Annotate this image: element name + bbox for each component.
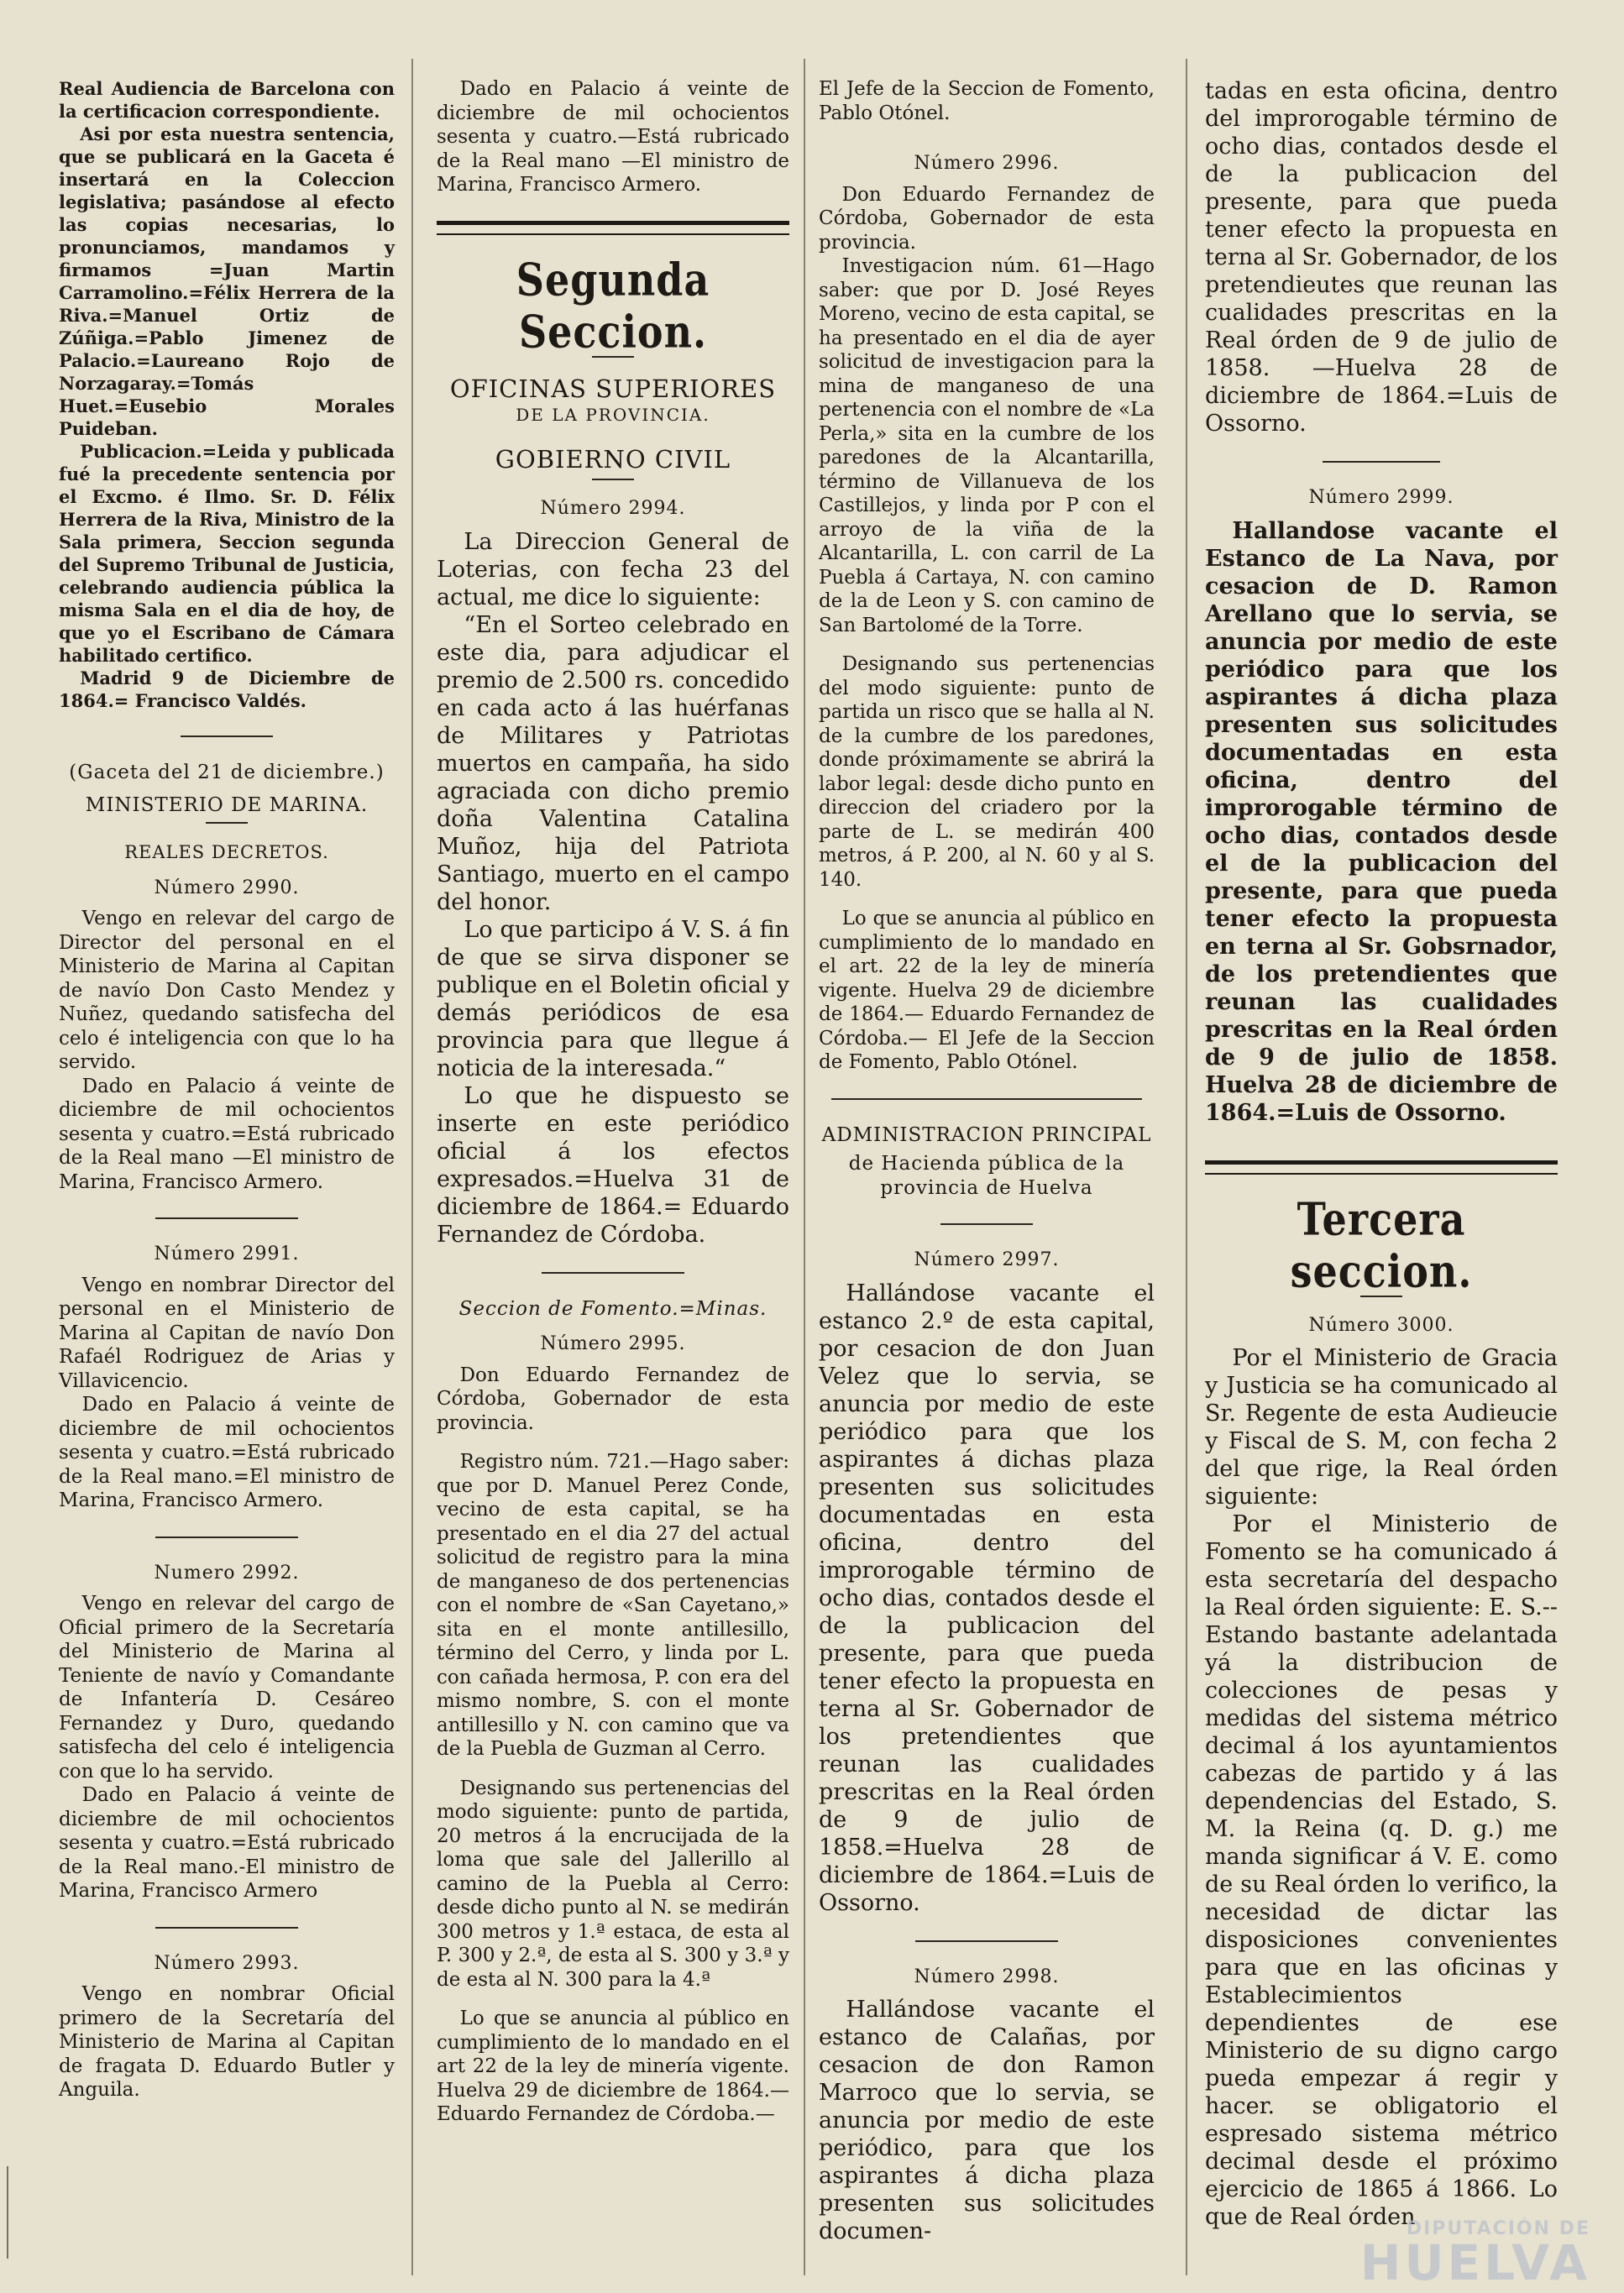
notice-text: Por el Ministerio de Gracia y Justicia se ha comunicado al Sr. Regente de esta Audieucie y Fiscal de S. M, con fecha 2 del que rige, la Real órden siguiente: <box>1205 1345 1558 1510</box>
notice-text: Lo que participo á V. S. á fin de que se sirva disponer se publique en el Boletin oficial y demás periódicos de esa provincia para que llegue á noticia de la interesada.“ <box>437 916 789 1081</box>
notice-text: Hallandose vacante el Estanco de La Nava, por cesacion de D. Ramon Arellano que lo servia, se anuncia por medio de este periódico para que los aspirantes á dicha plaza presenten sus solicitudes documentadas en esta oficina, dentro del improrogable término de ocho dias, contados desde el de la publicacion del presente, para que pueda tener efecto la propuesta en terna al Sr. Gobsrnador, de los pretendientes que reunan las cualidades prescritas en la Real órden de 9 de julio de 1858. Huelva 28 de diciembre de 1864.=Luis de Ossorno. <box>1205 517 1558 1126</box>
intro-text: Real Audiencia de Barcelona con la certificacion correspondiente. <box>59 78 395 122</box>
notice-text: Lo que se anuncia al público en cumplimiento de lo mandado en el art 22 de la ley de minería vigente. Huelva 29 de diciembre de 1864.— Eduardo Fernandez de Córdoba.— <box>437 2008 789 2125</box>
divider <box>831 1098 1142 1100</box>
item-number: Número 2997. <box>914 1249 1060 1270</box>
decree-text: Vengo en nombrar Director del personal en el Ministerio de Marina al Capitan de navío Don Rafaél Rodriguez de Arias y Villavicencio. <box>59 1274 395 1392</box>
divider <box>206 822 248 824</box>
administration-heading: ADMINISTRACION PRINCIPAL <box>821 1123 1152 1146</box>
decree-signature: Dado en Palacio á veinte de diciembre de mil ochocientos sesenta y cuatro.—Está rubricado de la Real mano —El ministro de Marina, Francisco Armero. <box>437 78 789 196</box>
item-number: Número 2990. <box>154 877 300 898</box>
archive-watermark <box>1359 2218 1590 2291</box>
administration-subheading: de Hacienda pública de la provincia de Huelva <box>848 1153 1125 1199</box>
notice-text: Hallándose vacante el estanco 2.º de esta capital, por cesacion de don Juan Velez que lo servia, se anuncia por medio de este periódico para que los aspirantes á dichas plaza presenten sus solicitudes documentadas en esta oficina, dentro del improrogable término de ocho dias, contados desde el de la publicacion del presente, para que pueda tener efecto la propuesta en terna al Sr. Gobernador de los pretendientes que reunan las cualidades prescritas en la Real órden de 9 de julio de 1858.=Huelva 28 de diciembre de 1864.=Luis de Ossorno. <box>819 1280 1155 1916</box>
decree-text: Vengo en nombrar Oficial primero de la Secretaría del Ministerio de Marina al Capitan de fragata D. Eduardo Butler y Anguila. <box>59 1983 395 2101</box>
column-2 <box>437 77 789 2127</box>
divider <box>542 1272 684 1274</box>
notice-text: Designando sus pertenencias del modo siguiente: punto de partida, 20 metros á la encrucijada de la loma que sale del Jallerillo al camino de la Puebla al Cerro: desde dicho punto al N. se medirán 300 metros y 1.ª estaca, de esta al P. 300 y 2.ª, de esta al S. 300 y 3.ª y de esta al N. 300 para la 4.ª <box>437 1777 789 1991</box>
notice-text: Investigacion núm. 61—Hago saber: que por D. José Reyes Moreno, vecino de esta capital, se ha presentado en el dia de ayer solicitud de investigacion para la mina de manganeso de una pertenencia con el nombre de «La Perla,» sita en la cumbre de los paredones de la Alcantarilla, término de Villanueva de los Castillejos, y linda por P con el arroyo de la viña de la Alcantarilla, L. con carril de La Puebla á Cartaya, N. con camino de la de Leon y S. con camino de San Bartolomé de la Torre. <box>819 255 1155 636</box>
notice-text: La Direccion General de Loterias, con fecha 23 del actual, me dice lo siguiente: <box>437 528 789 610</box>
notice-text: Designando sus pertenencias del modo siguiente: punto de partida un risco que se halla al N. de la cumbre de los paredones, donde próximamente se abrirá la labor legal: desde dicho punto en direccion del criadero por la parte de L. se medirán 400 metros, á P. 200, al N. 60 y al S. 140. <box>819 653 1155 891</box>
signature-text: Madrid 9 de Diciembre de 1864.= Francisco Valdés. <box>59 667 395 711</box>
section-divider <box>1205 1173 1558 1175</box>
divider <box>592 479 634 480</box>
fomento-heading: Seccion de Fomento.=Minas. <box>458 1297 767 1320</box>
item-number: Número 2991. <box>154 1243 300 1264</box>
divider <box>155 1537 298 1538</box>
civil-government-heading: GOBIERNO CIVIL <box>495 445 731 474</box>
column-rule <box>411 59 413 2275</box>
item-number: Numero 2992. <box>154 1562 300 1584</box>
watermark-top-text: DIPUTACIÓN DE <box>1406 2218 1590 2239</box>
notice-text: Por el Ministerio de Fomento se ha comunicado á esta secretaría del despacho la Real órden siguiente: E. S.--Estando bastante adelantada yá la distribucion de colecciones de pesas y medidas del sistema métrico decimal á los ayuntamientos cabezas de partido y á las dependencias del Estado, S. M. la Reina (q. D. g.) me manda significar á V. E. como de su Real órden lo verifico, la necesidad de dictar las disposiciones convenientes para que en las oficinas y Establecimientos dependientes de ese Ministerio de su digno cargo pueda empezar á regir y hacer. se obligatorio el espresado sistema métrico decimal desde el próximo ejercicio de 1865 á 1866. Lo que de Real órden <box>1205 1511 1558 2230</box>
notice-text: Lo que he dispuesto se inserte en este periódico oficial á los efectos expresados.=Huelva 31 de diciembre de 1864.= Eduardo Fernandez de Córdoba. <box>437 1082 789 1248</box>
notice-text: tadas en esta oficina, dentro del improrogable término de ocho dias, contados desde el de la publicacion del presente, para que pueda tener efecto la propuesta en terna al Sr. Gobernador, de los pretendieutes que reunan las cualidades prescritas en la Real órden de 9 de julio de 1858. —Huelva 28 de diciembre de 1864.=Luis de Ossorno. <box>1205 78 1558 437</box>
province-heading: DE LA PROVINCIA. <box>516 404 710 425</box>
decree-text: Vengo en relevar del cargo de Director del personal en el Ministerio de Marina al Capitan de navío Don Casto Mendez y Nuñez, quedando satisfecha del celo é inteligencia con que lo ha servido. <box>59 908 395 1073</box>
section-title: Tercera seccion. <box>1290 1192 1473 1297</box>
decree-signature: Dado en Palacio á veinte de diciembre de mil ochocientos sesenta y cuatro.=Está rubricado de la Real mano —El ministro de Marina, Francisco Armero. <box>59 1075 395 1193</box>
item-number: Número 2995. <box>540 1333 686 1354</box>
ministry-heading: MINISTERIO DE MARINA. <box>85 793 369 816</box>
section-divider <box>437 233 789 235</box>
item-number: Número 3000. <box>1308 1314 1454 1336</box>
item-number: Número 2998. <box>914 1966 1060 1987</box>
notice-text: El Jefe de la Seccion de Fomento, Pablo Otónel. <box>819 78 1155 124</box>
divider <box>915 1940 1058 1942</box>
notice-text: Hallándose vacante el estanco de Calañas, por cesacion de don Ramon Marroco que lo servia, se anuncia por medio de este periódico, para que los aspirantes á dicha plaza presenten sus solicitudes documen- <box>819 1997 1155 2244</box>
gaceta-date: (Gaceta del 21 de diciembre.) <box>69 762 385 783</box>
column-1 <box>59 77 395 2102</box>
section-divider <box>1205 1160 1558 1165</box>
column-3 <box>819 77 1155 2245</box>
divider <box>940 1223 1033 1225</box>
notice-text: Lo que se anuncia al público en cumplimiento de lo mandado en el art. 22 de la ley de minería vigente. Huelva 29 de diciembre de 1864.— Eduardo Fernandez de Córdoba.— El Jefe de la Seccion de Fomento, Pablo Otónel. <box>819 908 1155 1073</box>
divider <box>181 736 273 737</box>
sentence-text: Asi por esta nuestra sentencia, que se publicará en la Gaceta é insertará en la Coleccion legislativa; pasándose al efecto las copias necesarias, lo pronunciamos, mandamos y firmamos =Juan Martin Carramolino.=Félix Herrera de la Riva.=Manuel Ortiz de Zúñiga.=Pablo Jimenez de Palacio.=Laureano Rojo de Norzagaray.=Tomás Huet.=Eusebio Morales Puideban. <box>59 123 395 439</box>
decree-signature: Dado en Palacio á veinte de diciembre de mil ochocientos sesenta y cuatro.=Está rubricado de la Real mano.-El ministro de Marina, Francisco Armero <box>59 1784 395 1902</box>
column-rule <box>804 59 805 2275</box>
decree-text: Vengo en relevar del cargo de Oficial primero de la Secretaría del Ministerio de Marina al Teniente de navío y Comandante de Infantería D. Cesáreo Fernandez y Duro, quedando satisfecha del celo é inteligencia con que lo ha servido. <box>59 1593 395 1783</box>
item-number: Número 2999. <box>1308 487 1454 508</box>
watermark-main-text: HUELVA <box>1359 2234 1590 2291</box>
column-rule <box>1186 59 1187 2275</box>
column-4 <box>1205 77 1558 2231</box>
offices-heading: OFICINAS SUPERIORES <box>449 374 777 403</box>
divider <box>155 1927 298 1929</box>
divider <box>155 1217 298 1219</box>
notice-text: Don Eduardo Fernandez de Córdoba, Gobernador de esta provincia. <box>437 1364 789 1434</box>
notice-text: Don Eduardo Fernandez de Córdoba, Gobernador de esta provincia. <box>819 183 1155 254</box>
margin-mark <box>7 2166 8 2259</box>
item-number: Número 2996. <box>914 153 1060 174</box>
publication-text: Publicacion.=Leida y publicada fué la precedente sentencia por el Excmo. é Ilmo. Sr. D. Félix Herrera de la Riva, Ministro de la Sala primera, Seccion segunda del Supremo Tribunal de Justicia, celebrando audiencia pública la misma Sala en el dia de hoy, de que yo el Escribano de Cámara habilitado certifico. <box>59 441 395 666</box>
item-number: Número 2993. <box>154 1952 300 1974</box>
notice-text: “En el Sorteo celebrado en este dia, para adjudicar el premio de 2.500 rs. concedido en cada acto á las huérfanas de Militares y Patriotas muertos en campaña, ha sido agraciada con dicho premio doña Valentina Catalina Muñoz, hija del Patriota Santiago, muerto en el campo del honor. <box>437 611 789 915</box>
notice-text: Registro núm. 721.—Hago saber: que por D. Manuel Perez Conde, vecino de esta capital, se ha presentado en el dia 27 del actual solicitud de registro para la mina de manganeso de dos pertenencias con el nombre de «San Cayetano,» sita en el monte antillesillo, término del Cerro, y linda por L. con cañada hermosa, P. con era del mismo nombre, S. con el monte antillesillo y N. con camino que va de la Puebla de Guzman al Cerro. <box>437 1451 789 1760</box>
decree-signature: Dado en Palacio á veinte de diciembre de mil ochocientos sesenta y cuatro.=Está rubricado de la Real mano.=El ministro de Marina, Francisco Armero. <box>59 1394 395 1511</box>
divider <box>1323 461 1440 463</box>
decrees-heading: REALES DECRETOS. <box>124 842 329 862</box>
section-title: Segunda Seccion. <box>516 253 710 358</box>
section-divider <box>437 221 789 225</box>
item-number: Número 2994. <box>540 498 686 519</box>
